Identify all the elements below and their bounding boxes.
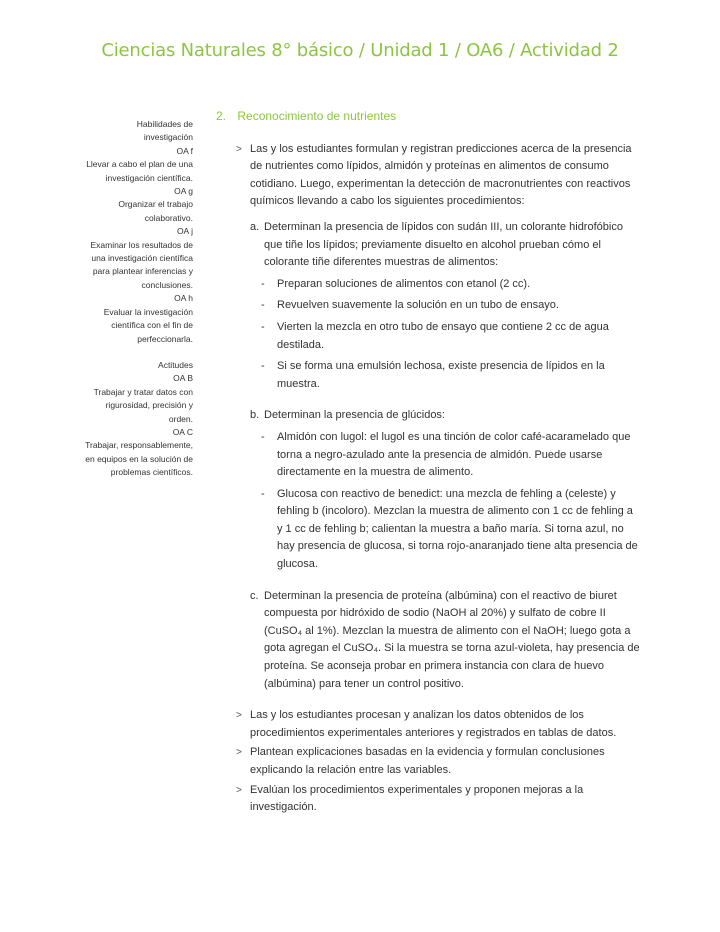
- chevron-right-icon: >: [236, 784, 242, 796]
- sidebar-line: OA h: [174, 293, 193, 304]
- sidebar-line: Habilidades de: [136, 119, 193, 129]
- bullet-item: [216, 141, 641, 211]
- sidebar-line: Evaluar la investigación: [103, 306, 193, 317]
- activity-content: [216, 108, 641, 819]
- bullet-item: [216, 744, 641, 779]
- procedure-b: [216, 407, 641, 425]
- dash-marker: -: [261, 299, 265, 312]
- procedure-a: [216, 219, 641, 272]
- bullet-item: [216, 782, 641, 817]
- chevron-right-icon: >: [236, 143, 242, 155]
- step-text: Almidón con lugol: el lugol es una tinción de color café-acaramelado que torna a negro-azulado ante la presencia de almidón. Puede usarse directamente en la muestra de alimento.: [277, 430, 631, 479]
- procedure-step: [216, 486, 641, 574]
- procedure-step: [216, 429, 641, 482]
- bullet-text: Las y los estudiantes procesan y analizan los datos obtenidos de los procedimientos experimentales anteriores y registrados en tablas de datos.: [250, 709, 617, 739]
- section-title: Reconocimiento de nutrientes: [237, 109, 397, 123]
- sidebar-line: en equipos en la solución de: [85, 453, 193, 464]
- procedure-step: [216, 358, 641, 393]
- sidebar-line: OA B: [173, 373, 193, 384]
- sidebar-line: investigación: [143, 132, 193, 143]
- procedure-text: Determinan la presencia de lípidos con sudán III, un colorante hidrofóbico que tiñe los lípidos; previamente disuelto en alcohol prueban cómo el colorante tiñe diferentes muestras de alimentos:: [264, 220, 623, 269]
- procedure-text: Determinan la presencia de proteína (albúmina) con el reactivo de biuret compuesta por hidróxido de sodio (NaOH al 20%) y sulfato de cobre II (CuSO₄ al 1%). Mezclan la muestra de alimento con el NaOH; luego gota a gota agregan el CuSO₄. Si la muestra se torna azul-violeta, hay presencia de proteína. Se aconseja probar en primera instancia con clara de huevo (albúmina) para tener un control positivo.: [264, 589, 640, 690]
- dash-marker: -: [261, 277, 265, 290]
- sidebar-gap: [85, 346, 193, 359]
- step-text: Revuelven suavemente la solución en un tubo de ensayo.: [277, 299, 559, 312]
- sidebar-line: OA g: [174, 186, 193, 197]
- sidebar-line: Trabajar, responsablemente,: [85, 440, 193, 451]
- sidebar-line: rigurosidad, precisión y: [105, 400, 193, 411]
- sidebar-line: científica con el fin de: [111, 320, 193, 331]
- sidebar-line: perfeccionarla.: [137, 333, 193, 344]
- procedure-step: [216, 276, 641, 294]
- sidebar-line: conclusiones.: [141, 279, 193, 290]
- learning-objectives-sidebar: [85, 118, 193, 480]
- bullet-text: Evalúan los procedimientos experimentales y proponen mejoras a la investigación.: [250, 783, 584, 814]
- procedure-letter: a.: [250, 220, 260, 233]
- sidebar-line: OA C: [172, 426, 193, 437]
- procedure-letter: b.: [250, 409, 260, 422]
- step-text: Glucosa con reactivo de benedict: una mezcla de fehling a (celeste) y fehling b (incoloro). Mezclan la muestra de alimento con 1 cc de fehling a y 1 cc de fehling b; calientan la muestra a baño maría. Si torna azul, no hay presencia de glucosa, si torna rojo-anaranjado tiene alta presencia de glucosa.: [277, 487, 638, 571]
- sidebar-line: para plantear inferencias y: [92, 266, 193, 277]
- sidebar-line: problemas científicos.: [110, 467, 193, 478]
- sidebar-line: una investigación científica: [91, 253, 193, 264]
- bullet-text: Las y los estudiantes formulan y registran predicciones acerca de la presencia de nutrientes como lípidos, almidón y proteínas en alimentos de consumo cotidiano. Luego, experimentan la detección de macronutrientes con reactivos químicos llevando a cabo los siguientes procedimientos:: [250, 142, 632, 208]
- dash-marker: -: [261, 320, 265, 333]
- sidebar-line: colaborativo.: [144, 212, 193, 223]
- bullet-item: [216, 707, 641, 742]
- section-number: 2.: [216, 109, 227, 123]
- procedure-step: [216, 319, 641, 354]
- step-text: Vierten la mezcla en otro tubo de ensayo que contiene 2 cc de agua destilada.: [277, 320, 609, 351]
- chevron-right-icon: >: [236, 747, 242, 759]
- chevron-right-icon: >: [236, 710, 242, 722]
- sidebar-line: orden.: [168, 413, 193, 424]
- sidebar-line: Llevar a cabo el plan de una: [86, 159, 193, 170]
- procedure-step: [216, 297, 641, 315]
- procedure-letter: c.: [250, 589, 259, 602]
- sidebar-line: Actitudes: [158, 359, 193, 370]
- step-text: Preparan soluciones de alimentos con etanol (2 cc).: [277, 277, 531, 290]
- sidebar-line: OA j: [176, 226, 193, 237]
- sidebar-line: Organizar el trabajo: [118, 199, 193, 210]
- procedure-text: Determinan la presencia de glúcidos:: [264, 409, 445, 422]
- dash-marker: -: [261, 360, 265, 373]
- sidebar-line: Examinar los resultados de: [90, 239, 193, 250]
- section-heading: [216, 108, 641, 126]
- sidebar-line: OA f: [176, 145, 193, 156]
- dash-marker: -: [261, 430, 265, 443]
- page-title: Ciencias Naturales 8° básico / Unidad 1 / OA6 / Actividad 2: [101, 40, 619, 61]
- procedure-c: [216, 588, 641, 694]
- dash-marker: -: [261, 487, 265, 500]
- sidebar-line: investigación científica.: [105, 172, 193, 183]
- bullet-text: Plantean explicaciones basadas en la evidencia y formulan conclusiones explicando la relación entre las variables.: [250, 746, 605, 776]
- step-text: Si se forma una emulsión lechosa, existe presencia de lípidos en la muestra.: [277, 360, 605, 390]
- sidebar-line: Trabajar y tratar datos con: [93, 386, 193, 397]
